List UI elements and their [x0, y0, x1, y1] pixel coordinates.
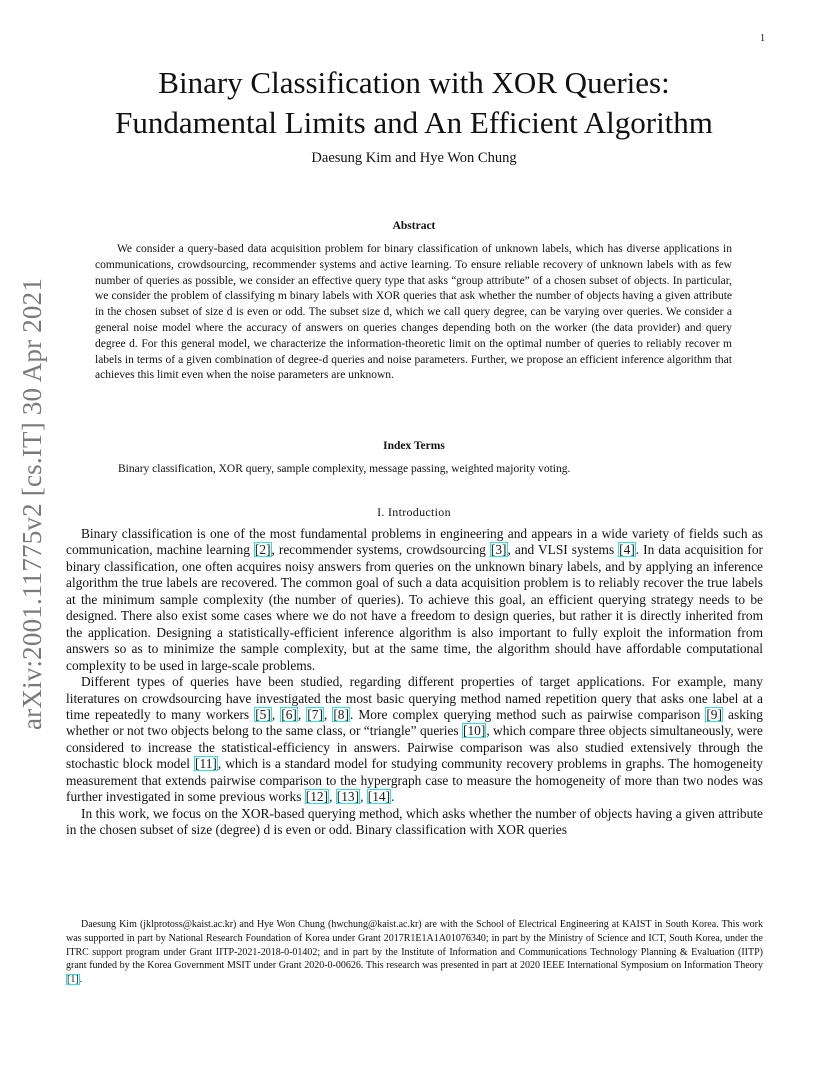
title-line-1: Binary Classification with XOR Queries: [158, 65, 670, 100]
index-terms: Binary classification, XOR query, sample complexity, message passing, weighted majority voting. [118, 463, 571, 475]
introduction-body [66, 526, 763, 839]
citation-link[interactable]: [10] [463, 723, 486, 739]
text-run: asking whether or not two objects belong to the same class, or “triangle” queries [66, 706, 763, 739]
paragraph-2: Different types of queries have been studied, regarding different properties of target applications. For example, many literatures on crowdsourcing have investigated the most basic querying method named repetition query that asks one label at a time repeatedly to many workers [5], [6], [7], [8]. More complex querying method such as pairwise comparison [9] asking whether or not two objects belong to the same class, or “triangle” queries [10], which compare three objects simultaneously, were considered to increase the statistical-efficiency in answers. Pairwise comparison was also studied extensively through the stochastic block model [11], which is a standard model for studying community recovery problems in graphs. The homogeneity measurement that extends pairwise comparison to the hypergraph case to measure the homogeneity of more than two nodes was further investigated in some previous works [12], [13], [14]. [66, 674, 763, 805]
text-run: , and VLSI systems [507, 542, 619, 558]
citation-link[interactable]: [11] [195, 756, 217, 772]
citation-link[interactable]: [3] [490, 542, 507, 558]
paragraph-3: In this work, we focus on the XOR-based querying method, which asks whether the number of objects having a given attribute in the chosen subset of size (degree) d is even or odd. Binary classification with XOR queries [66, 805, 763, 838]
citation-link[interactable]: [8] [333, 706, 349, 722]
citation-link[interactable]: [14] [367, 789, 391, 805]
citation-link[interactable]: [6] [281, 706, 297, 722]
text-run: . More complex querying method such as pairwise comparison [349, 706, 706, 722]
footnote-end: . [79, 974, 83, 986]
abstract-heading: Abstract [392, 220, 436, 232]
citation-link[interactable]: [7] [307, 706, 323, 722]
section-heading-introduction: I. Introduction [377, 505, 451, 519]
paragraph-1 [66, 526, 763, 674]
page-number: 1 [760, 33, 765, 44]
title-line-2: Fundamental Limits and An Efficient Algorithm [115, 105, 713, 140]
abstract-text: We consider a query-based data acquisition problem for binary classification of unknown labels, which has diverse applications in communications, crowdsourcing, recommender systems and active learning. To ensure reliable recovery of unknown labels with as few number of queries as possible, we consider an effective query type that asks “group attribute” of a chosen subset of objects. In particular, we consider the problem of classifying m binary labels with XOR queries that ask whether the number of objects having a given attribute in the chosen subset of size d is even or odd. The subset size d, which we call query degree, can be varying over queries. We consider a general noise model where the accuracy of answers on queries changes depending both on the worker (the data provider) and query degree d. For this general model, we characterize the information-theoretic limit on the optimal number of queries to reliably recover m labels in terms of a given combination of degree-d queries and noise parameters. Further, we propose an efficient inference algorithm that achieves this limit even when the noise parameters are unknown. [95, 243, 732, 382]
citation-link[interactable]: [9] [706, 706, 722, 722]
text-run: Binary classification is one of the most fundamental problems in engineering and appears in a wide variety of fields such as communication, machine learning [66, 526, 763, 558]
arxiv-stamp: arXiv:2001.11775v2 [cs.IT] 30 Apr 2021 [17, 277, 47, 730]
text-run: , which compare three objects simultaneously, were considered to increase the statistical-efficiency in answers. Pairwise comparison was also studied extensively through the stochastic block model [66, 723, 763, 772]
paper-title [60, 63, 768, 143]
text-run: , which is a standard model for studying community recovery problems in graphs. The homogeneity measurement that extends pairwise comparison to the hypergraph case to measure the homogeneity of more than two nodes was further investigated in some previous works [66, 756, 763, 805]
text-run: , recommender systems, crowdsourcing [271, 542, 490, 558]
citation-link[interactable]: [12] [305, 789, 329, 805]
text-run: Different types of queries have been studied, regarding different properties of target applications. For example, many literatures on crowdsourcing have investigated the most basic querying method named repetition query that asks one label at a time repeatedly to many workers [66, 674, 763, 722]
text-run: . [391, 789, 395, 805]
index-terms-heading: Index Terms [383, 440, 445, 452]
footnote [66, 918, 763, 987]
text-run: . In data acquisition for binary classification, one often acquires noisy answers from queries on the unknown binary labels, and by applying an inference algorithm the true labels are recovered. The common goal of such a data acquisition problem is to reliably recover the true labels at the minimum sample complexity (the number of queries). To achieve this goal, an efficient querying strategy needs to be designed. There also exist some cases where we do not have a freedom to design queries, but rather it is directly inherited from the application. Designing a statistically-efficient inference algorithm is also important to fully exploit the information from answers so as to minimize the sample complexity, but at the same time, the algorithm should have affordable computational complexity to be used in large-scale problems. [66, 542, 764, 673]
citation-link[interactable]: [2] [254, 542, 271, 558]
footnote-text: Daesung Kim (jklprotoss@kaist.ac.kr) and Hye Won Chung (hwchung@kaist.ac.kr) are with the School of Electrical Engineering at KAIST in South Korea. This work was supported in part by National Research Foundation of Korea under Grant 2017R1E1A1A01076340; in part by the Ministry of Science and ICT, South Korea, under the ITRC support program under Grant IITP-2021-2018-0-01402; and in part by the Institute of Information and Communications Technology Planning & Evaluation (IITP) grant funded by the Korea Government MSIT under Grant 2020-0-00626. This research was presented in part at 2020 IEEE International Symposium on Information Theory [66, 919, 763, 972]
citation-link[interactable]: [4] [619, 542, 635, 558]
authors: Daesung Kim and Hye Won Chung [311, 150, 517, 166]
citation-link[interactable]: [1] [67, 974, 79, 986]
citation-link[interactable]: [13] [336, 789, 360, 805]
citation-link[interactable]: [5] [255, 706, 271, 722]
